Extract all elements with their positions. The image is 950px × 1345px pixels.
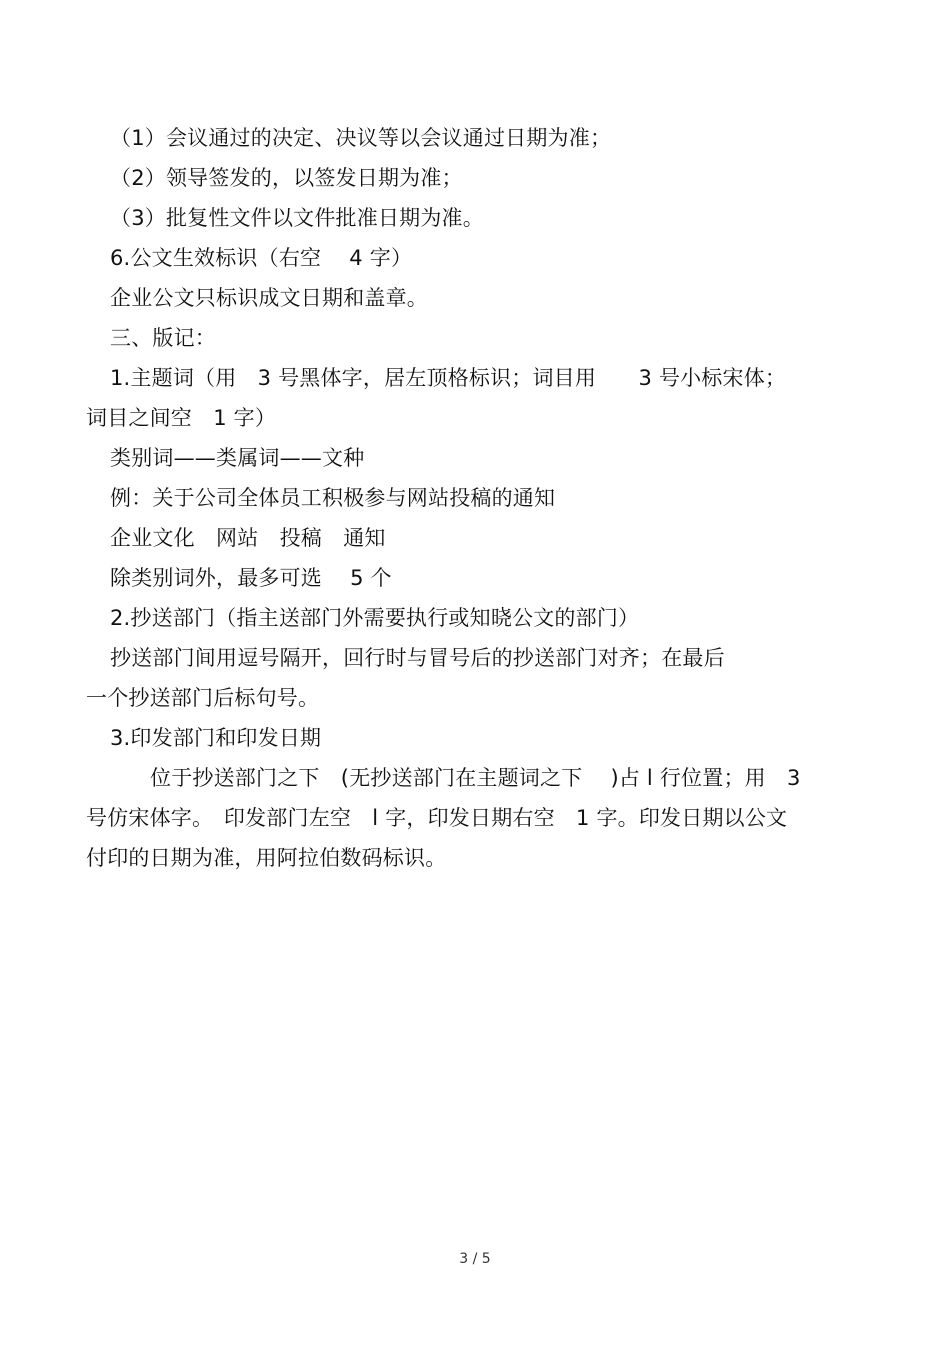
text-line: 词目之间空 1 字）: [86, 406, 277, 430]
text-line: （1）会议通过的决定、决议等以会议通过日期为准；: [110, 126, 612, 150]
section-heading: 1.主题词（用 3 号黑体字，居左顶格标识；词目用 3 号小标宋体；: [110, 366, 787, 390]
text-line: （3）批复性文件以文件批准日期为准。: [110, 206, 484, 230]
text-line: 例：关于公司全体员工积极参与网站投稿的通知: [110, 486, 556, 510]
page-number: 3 / 5: [459, 1251, 491, 1267]
text-line: 位于抄送部门之下 (无抄送部门在主题词之下 )占 l 行位置；用 3: [150, 766, 801, 790]
section-heading: 2.抄送部门（指主送部门外需要执行或知晓公文的部门）: [110, 606, 640, 630]
text-line: 企业文化 网站 投稿 通知: [110, 526, 386, 550]
text-line: 付印的日期为准，用阿拉伯数码标识。: [86, 846, 447, 870]
text-line: 抄送部门间用逗号隔开，回行时与冒号后的抄送部门对齐；在最后: [110, 646, 725, 670]
text-line: 除类别词外，最多可选 5 个: [110, 566, 392, 590]
section-heading: 3.印发部门和印发日期: [110, 726, 322, 750]
text-line: （2）领导签发的，以签发日期为准；: [110, 166, 463, 190]
text-line: 企业公文只标识成文日期和盖章。: [110, 286, 428, 310]
text-line: 类别词——类属词——文种: [110, 446, 365, 470]
text-line: 一个抄送部门后标句号。: [86, 686, 320, 710]
section-heading: 6.公文生效标识（右空 4 字）: [110, 246, 413, 270]
section-heading: 三、版记：: [110, 326, 216, 350]
text-line: 号仿宋体字。 印发部门左空 l 字，印发日期右空 1 字。印发日期以公文: [86, 806, 788, 830]
